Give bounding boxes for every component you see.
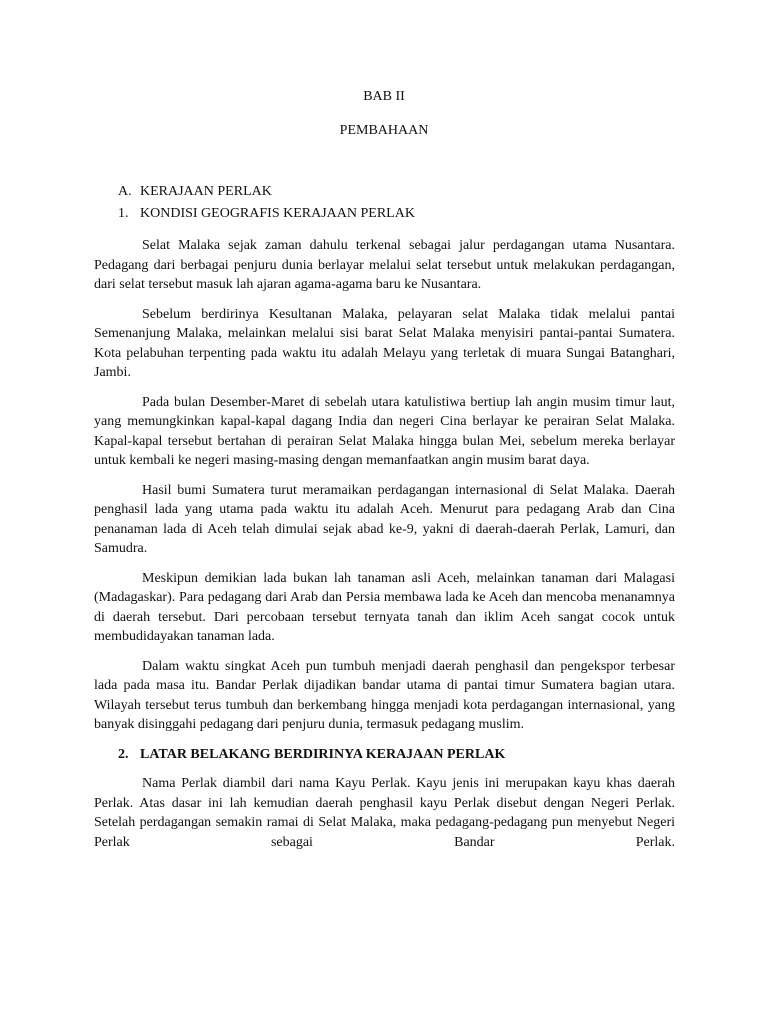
section-a-heading — [94, 182, 675, 202]
paragraph: Hasil bumi Sumatera turut meramaikan perdagangan internasional di Selat Malaka. Daerah penghasil lada yang utama pada waktu itu adalah Aceh. Menurut para pedagang Arab dan Cina penanaman lada di Aceh telah dimulai sejak abad ke-9, yakni di daerah-daerah Perlak, Lamuri, dan Samudra. — [94, 482, 675, 556]
document-body — [94, 182, 675, 852]
paragraph: Nama Perlak diambil dari nama Kayu Perlak. Kayu jenis ini merupakan kayu khas daerah Perlak. Atas dasar ini lah kemudian daerah penghasil kayu Perlak disebut dengan Negeri Perlak. Setelah perdagangan semakin ramai di Selat Malaka, maka pedagang-pedagang pun menyebut Negeri Perlak sebagai Bandar Perlak. — [94, 776, 675, 850]
subsection-2-title: LATAR BELAKANG BERDIRINYA KERAJAAN PERLAK — [140, 746, 506, 762]
subsection-2-marker: 2. — [118, 746, 129, 762]
subsection-1-marker: 1. — [118, 205, 129, 221]
subsection-1-heading — [94, 204, 675, 224]
paragraph: Selat Malaka sejak zaman dahulu terkenal sebagai jalur perdagangan utama Nusantara. Pedagang dari berbagai penjuru dunia berlayar melalui selat tersebut untuk melakukan perdagangan, dari selat tersebut masuk lah ajaran agama-agama baru ke Nusantara. — [94, 238, 675, 292]
section-a-title: KERAJAAN PERLAK — [140, 184, 272, 199]
chapter-title: PEMBAHAAN — [339, 123, 429, 138]
paragraph: Dalam waktu singkat Aceh pun tumbuh menjadi daerah penghasil dan pengekspor terbesar lada pada masa itu. Bandar Perlak dijadikan bandar utama di pantai timur Sumatera bagian utara. Wilayah tersebut terus tumbuh dan berkembang hingga menjadi kota perdagangan internasional, yang banyak disinggahi pedagang dari penjuru dunia, termasuk pedagang muslim. — [94, 658, 675, 732]
paragraph: Meskipun demikian lada bukan lah tanaman asli Aceh, melainkan tanaman dari Malagasi (Madagaskar). Para pedagang dari Arab dan Persia membawa lada ke Aceh dan mencoba menanamnya di daerah tersebut. Dari percobaan tersebut ternyata tanah dan iklim Aceh sangat cocok untuk membudidayakan tanaman lada. — [94, 570, 675, 644]
chapter-heading: BAB II — [363, 89, 405, 104]
paragraph: Sebelum berdirinya Kesultanan Malaka, pelayaran selat Malaka tidak melalui pantai Semenanjung Malaka, melainkan melalui sisi barat Selat Malaka menyisiri pantai-pantai Sumatera. Kota pelabuhan terpenting pada waktu itu adalah Melayu yang terletak di muara Sungai Batanghari, Jambi. — [94, 306, 675, 380]
section-a-marker: A. — [118, 184, 132, 199]
subsection-1-title: KONDISI GEOGRAFIS KERAJAAN PERLAK — [140, 205, 415, 221]
subsection-2-heading — [94, 745, 675, 765]
paragraph: Pada bulan Desember-Maret di sebelah utara katulistiwa bertiup lah angin musim timur laut, yang memungkinkan kapal-kapal dagang India dan negeri Cina berlayar ke perairan Selat Malaka. Kapal-kapal tersebut bertahan di perairan Selat Malaka hingga bulan Mei, sebelum mereka berlayar untuk kembali ke negeri masing-masing dengan memanfaatkan angin musim barat daya. — [94, 394, 675, 468]
